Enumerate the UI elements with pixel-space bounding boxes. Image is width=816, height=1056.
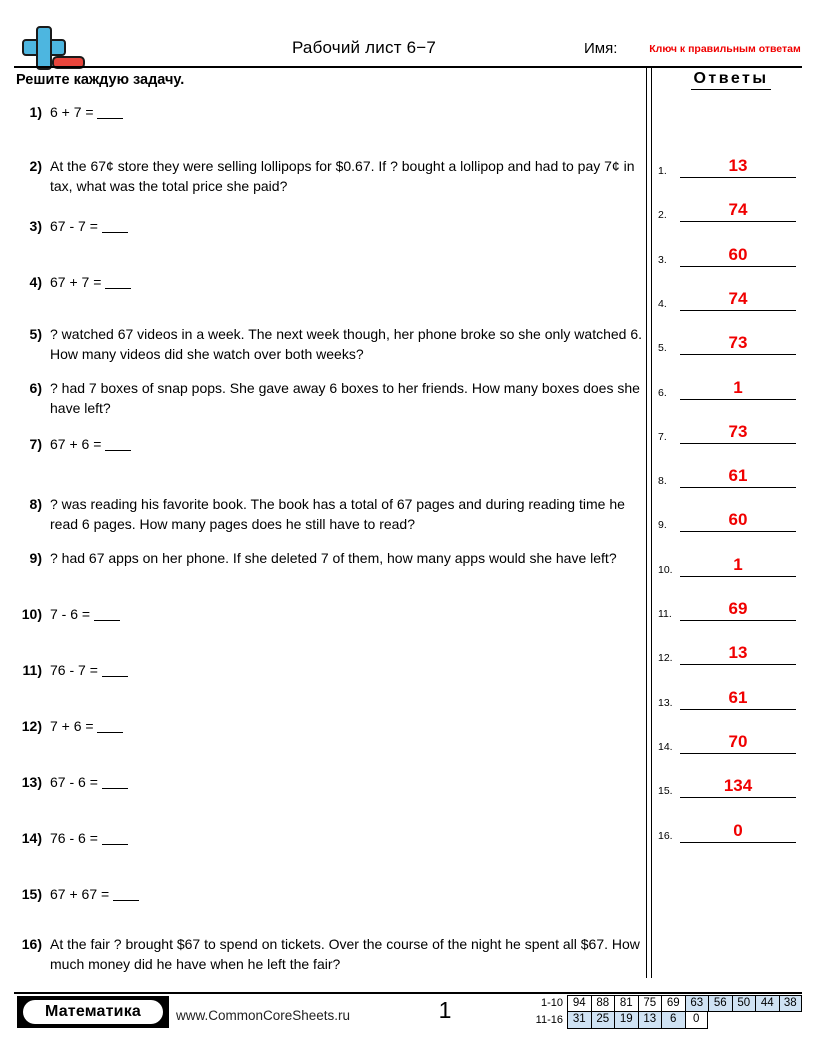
question-row bbox=[16, 884, 642, 904]
score-row bbox=[531, 1012, 802, 1029]
question-row bbox=[16, 378, 642, 418]
question-number: 8) bbox=[29, 496, 42, 512]
answer-blank[interactable] bbox=[102, 788, 128, 789]
answer-number: 5. bbox=[658, 342, 667, 355]
question-number: 5) bbox=[29, 326, 42, 342]
question-row bbox=[16, 216, 642, 236]
answer-number: 3. bbox=[658, 253, 667, 266]
question-number: 10) bbox=[21, 606, 42, 622]
answer-value: 0 bbox=[733, 820, 743, 840]
answer-row bbox=[658, 356, 804, 400]
answer-number: 11. bbox=[658, 608, 672, 620]
score-cell: 69 bbox=[661, 995, 685, 1012]
answer-value: 13 bbox=[728, 643, 748, 663]
question-row bbox=[16, 772, 642, 792]
question-text: At the fair ? brought $67 to spend on tickets. Over the course of the night he spent all $67. How much money did he have when he left the fair? bbox=[50, 936, 640, 972]
question-text: 67 - 6 = bbox=[50, 772, 642, 792]
score-cell-group bbox=[567, 1012, 708, 1029]
site-url: www.CommonCoreSheets.ru bbox=[176, 1008, 351, 1023]
score-cell: 88 bbox=[591, 995, 615, 1012]
answer-number: 10. bbox=[658, 563, 673, 576]
answer-value: 1 bbox=[733, 377, 743, 397]
score-row bbox=[531, 995, 802, 1012]
answer-number: 12. bbox=[658, 652, 673, 665]
footer-divider bbox=[14, 992, 802, 994]
question-row bbox=[16, 828, 642, 848]
answer-value: 13 bbox=[728, 156, 748, 175]
page-header bbox=[14, 18, 802, 66]
answer-number: 13. bbox=[658, 696, 673, 709]
score-cell-group bbox=[567, 995, 802, 1012]
question-number: 7) bbox=[29, 436, 42, 452]
question-number: 2) bbox=[29, 158, 42, 174]
column-divider bbox=[646, 68, 652, 978]
answer-blank[interactable] bbox=[105, 288, 131, 289]
answer-row bbox=[658, 533, 804, 577]
answer-blank[interactable] bbox=[113, 900, 139, 901]
answer-number: 15. bbox=[658, 785, 673, 798]
answer-number: 1. bbox=[658, 165, 667, 177]
question-number: 6) bbox=[29, 380, 42, 396]
answer-value: 61 bbox=[728, 466, 748, 486]
question-row bbox=[16, 548, 642, 568]
score-cell: 81 bbox=[614, 995, 638, 1012]
answer-number: 2. bbox=[658, 209, 667, 222]
answer-row bbox=[658, 666, 804, 710]
question-row bbox=[16, 934, 642, 974]
question-text: 67 + 67 = bbox=[50, 884, 642, 904]
question-number: 16) bbox=[21, 936, 42, 952]
answer-value: 61 bbox=[728, 687, 748, 707]
score-range-label: 11-16 bbox=[535, 1014, 563, 1026]
question-row bbox=[16, 494, 642, 534]
question-number: 12) bbox=[21, 718, 42, 734]
question-text: 7 + 6 = bbox=[50, 716, 642, 736]
score-key-table bbox=[531, 995, 802, 1029]
answer-row bbox=[658, 621, 804, 665]
question-text: 76 - 6 = bbox=[50, 828, 642, 848]
score-cell: 31 bbox=[567, 1012, 591, 1029]
answer-value: 60 bbox=[728, 510, 748, 530]
score-cell: 0 bbox=[685, 1012, 709, 1029]
question-text: 76 - 7 = bbox=[50, 660, 642, 680]
plus-minus-icon bbox=[14, 26, 84, 70]
score-cell: 38 bbox=[779, 995, 803, 1012]
answer-blank[interactable] bbox=[97, 732, 123, 733]
question-text: 6 + 7 = bbox=[50, 102, 642, 122]
question-text: ? was reading his favorite book. The book has a total of 67 pages and during reading time he read 6 pages. How many pages does he still have to read? bbox=[50, 496, 625, 532]
answer-value: 74 bbox=[728, 288, 748, 308]
question-row bbox=[16, 102, 642, 122]
score-range-label: 1-10 bbox=[540, 997, 563, 1009]
score-cell: 63 bbox=[685, 995, 709, 1012]
answer-value: 74 bbox=[728, 200, 748, 220]
site-logo bbox=[17, 996, 169, 1028]
question-row bbox=[16, 604, 642, 624]
answer-row bbox=[658, 267, 804, 311]
score-cell: 13 bbox=[638, 1012, 662, 1029]
question-number: 11) bbox=[22, 662, 42, 678]
answer-value: 134 bbox=[723, 776, 753, 796]
score-cell: 75 bbox=[638, 995, 662, 1012]
page-title: Рабочий лист 6−7 bbox=[291, 38, 437, 57]
answer-blank[interactable] bbox=[102, 676, 128, 677]
answer-number: 7. bbox=[658, 430, 667, 443]
question-row bbox=[16, 660, 642, 680]
answer-blank[interactable] bbox=[102, 844, 128, 845]
answer-number: 14. bbox=[658, 740, 673, 753]
question-number: 15) bbox=[21, 886, 42, 902]
question-text: ? had 7 boxes of snap pops. She gave away 6 boxes to her friends. How many boxes does she have left? bbox=[50, 380, 640, 416]
question-number: 9) bbox=[29, 550, 42, 566]
question-number: 4) bbox=[29, 274, 42, 290]
answer-row bbox=[658, 754, 804, 798]
answer-row bbox=[658, 577, 804, 621]
answer-row bbox=[658, 710, 804, 754]
score-cell: 6 bbox=[661, 1012, 685, 1029]
answer-key-badge: Ключ к правильным ответам bbox=[649, 43, 801, 55]
answers-header bbox=[658, 70, 804, 90]
answer-number: 6. bbox=[658, 386, 667, 399]
score-cell: 94 bbox=[567, 995, 591, 1012]
score-cell: 56 bbox=[708, 995, 732, 1012]
question-text: 67 + 6 = bbox=[50, 434, 642, 454]
plus-vertical-bar bbox=[36, 26, 52, 70]
answer-value: 60 bbox=[728, 244, 748, 264]
question-text: 67 + 7 = bbox=[50, 272, 642, 292]
answer-number: 4. bbox=[658, 297, 667, 310]
question-text: 67 - 7 = bbox=[50, 216, 642, 236]
answer-number: 8. bbox=[658, 475, 667, 488]
answer-line[interactable] bbox=[680, 842, 796, 843]
answer-number: 16. bbox=[658, 829, 673, 842]
answer-blank[interactable] bbox=[105, 450, 131, 451]
answer-row bbox=[658, 178, 804, 222]
answer-number: 9. bbox=[658, 519, 667, 532]
answer-value: 1 bbox=[733, 554, 743, 574]
answer-blank[interactable] bbox=[97, 118, 123, 119]
question-row bbox=[16, 156, 642, 196]
question-number: 14) bbox=[21, 830, 42, 846]
question-text: ? watched 67 videos in a week. The next week though, her phone broke so she only watched 6. How many videos did she watch over both weeks? bbox=[50, 326, 643, 362]
answer-blank[interactable] bbox=[102, 232, 128, 233]
question-text: At the 67¢ store they were selling lollipops for $0.67. If ? bought a lollipop and had to pay 7¢ in tax, what was the total price she paid? bbox=[50, 158, 635, 194]
answer-value: 73 bbox=[728, 421, 748, 441]
instruction-text: Решите каждую задачу. bbox=[16, 72, 185, 88]
question-text: 7 - 6 = bbox=[50, 604, 642, 624]
question-row bbox=[16, 716, 642, 736]
answer-row bbox=[658, 400, 804, 444]
score-cell: 25 bbox=[591, 1012, 615, 1029]
question-text: ? had 67 apps on her phone. If she deleted 7 of them, how many apps would she have left? bbox=[50, 550, 617, 566]
question-number: 1) bbox=[29, 104, 42, 120]
answer-value: 69 bbox=[728, 599, 748, 618]
answer-row bbox=[658, 444, 804, 488]
score-cell: 50 bbox=[732, 995, 756, 1012]
answer-row bbox=[658, 134, 804, 178]
answer-row bbox=[658, 223, 804, 267]
answer-value: 73 bbox=[728, 333, 748, 353]
name-label: Имя: bbox=[584, 40, 618, 57]
answer-row bbox=[658, 799, 804, 843]
answer-row bbox=[658, 488, 804, 532]
site-logo-label: Математика bbox=[23, 1000, 163, 1024]
question-number: 3) bbox=[29, 218, 42, 234]
question-row bbox=[16, 434, 642, 454]
answer-blank[interactable] bbox=[94, 620, 120, 621]
header-divider bbox=[14, 66, 802, 68]
answer-value: 70 bbox=[728, 731, 748, 751]
score-cell: 44 bbox=[755, 995, 779, 1012]
answer-row bbox=[658, 311, 804, 355]
question-row bbox=[16, 272, 642, 292]
score-cell: 19 bbox=[614, 1012, 638, 1029]
question-row bbox=[16, 324, 642, 364]
answers-title: Ответы bbox=[691, 70, 770, 90]
page-number: 1 bbox=[438, 997, 452, 1023]
question-number: 13) bbox=[21, 774, 42, 790]
